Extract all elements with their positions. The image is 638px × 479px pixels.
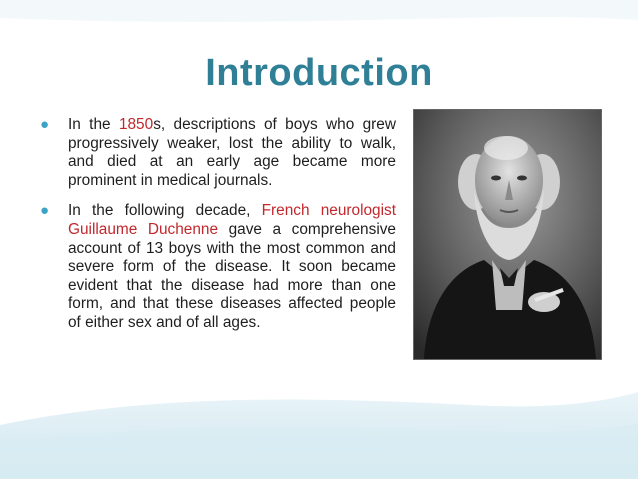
highlight-name: French neurologist Guillaume Duchenne (68, 202, 396, 238)
bullet-text: s, descriptions of boys who grew progressively weaker, lost the ability to walk, and died at an early age became more prominent in medical journals. (68, 116, 396, 189)
bullet-text: gave a comprehensive account of 13 boys with the most common and severe form of the disease. It soon became evident that the disease had more than one form, and that these diseases affected people of either sex and of all ages. (68, 220, 396, 331)
bullet-icon: ● (40, 116, 50, 133)
highlight-year: 1850 (118, 116, 154, 133)
bullet-item (40, 202, 396, 332)
bullet-item (40, 116, 396, 190)
bullet-text: In the (68, 116, 119, 133)
portrait-image (414, 110, 601, 359)
bullet-list (40, 116, 396, 345)
portrait-photo (414, 110, 601, 359)
slide-title: Introduction (205, 52, 433, 94)
bullet-text: In the following decade, (68, 202, 262, 220)
bullet-icon: ● (40, 202, 50, 220)
